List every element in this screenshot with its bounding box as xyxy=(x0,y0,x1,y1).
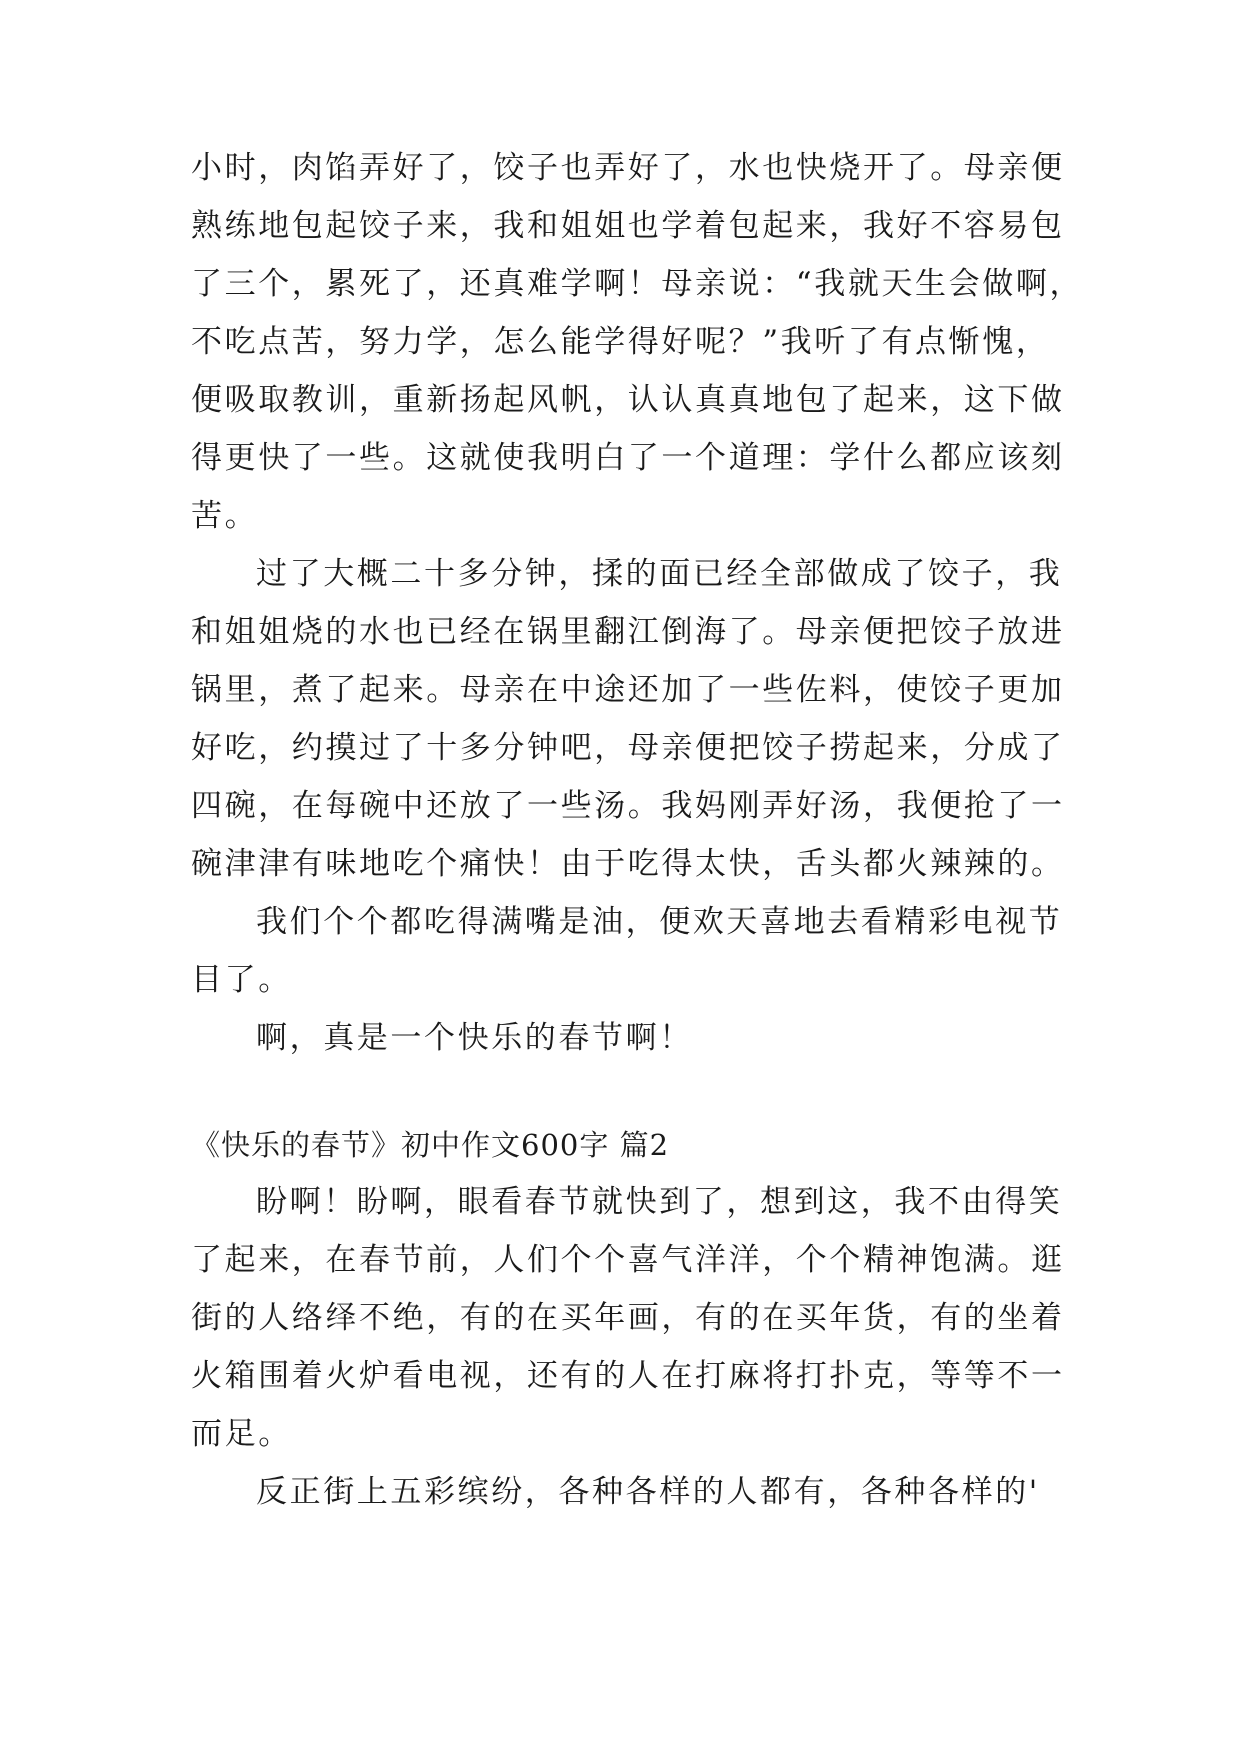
text-line: 火箱围着火炉看电视，还有的人在打麻将打扑克，等等不一 xyxy=(191,1358,1065,1394)
text-line: 了起来，在春节前，人们个个喜气洋洋，个个精神饱满。逛 xyxy=(191,1242,1065,1278)
text-line: 便吸取教训，重新扬起风帆，认认真真地包了起来，这下做 xyxy=(191,382,1065,418)
text-line: 街的人络绎不绝，有的在买年画，有的在买年货，有的坐着 xyxy=(191,1300,1065,1336)
text-line: 我们个个都吃得满嘴是油，便欢天喜地去看精彩电视节 xyxy=(256,904,1063,940)
text-line: 四碗，在每碗中还放了一些汤。我妈刚弄好汤，我便抢了一 xyxy=(191,788,1065,824)
section-heading: 《快乐的春节》初中作文600字 篇2 xyxy=(191,1128,670,1162)
text-line: 好吃，约摸过了十多分钟吧，母亲便把饺子捞起来，分成了 xyxy=(191,730,1065,766)
text-line: 盼啊！盼啊，眼看春节就快到了，想到这，我不由得笑 xyxy=(256,1184,1063,1220)
text-line: 得更快了一些。这就使我明白了一个道理：学什么都应该刻 xyxy=(191,440,1065,476)
text-line: 目了。 xyxy=(191,962,292,998)
text-line: 熟练地包起饺子来，我和姐姐也学着包起来，我好不容易包 xyxy=(191,208,1065,244)
text-line: 而足。 xyxy=(191,1416,292,1452)
text-line: 碗津津有味地吃个痛快！由于吃得太快，舌头都火辣辣的。 xyxy=(191,846,1065,882)
text-line: 过了大概二十多分钟，揉的面已经全部做成了饺子，我 xyxy=(256,556,1063,592)
text-line: 不吃点苦，努力学，怎么能学得好呢？”我听了有点惭愧， xyxy=(191,324,1050,360)
text-line: 和姐姐烧的水也已经在锅里翻江倒海了。母亲便把饺子放进 xyxy=(191,614,1065,650)
text-line: 啊，真是一个快乐的春节啊！ xyxy=(256,1020,693,1056)
text-line: 了三个，累死了，还真难学啊！母亲说：“我就天生会做啊， xyxy=(191,266,1084,302)
text-line: 反正街上五彩缤纷，各种各样的人都有，各种各样的' xyxy=(256,1474,1040,1510)
text-line: 锅里，煮了起来。母亲在中途还加了一些佐料，使饺子更加 xyxy=(191,672,1065,708)
text-line: 苦。 xyxy=(191,498,259,534)
text-line: 小时，肉馅弄好了，饺子也弄好了，水也快烧开了。母亲便 xyxy=(191,150,1065,186)
